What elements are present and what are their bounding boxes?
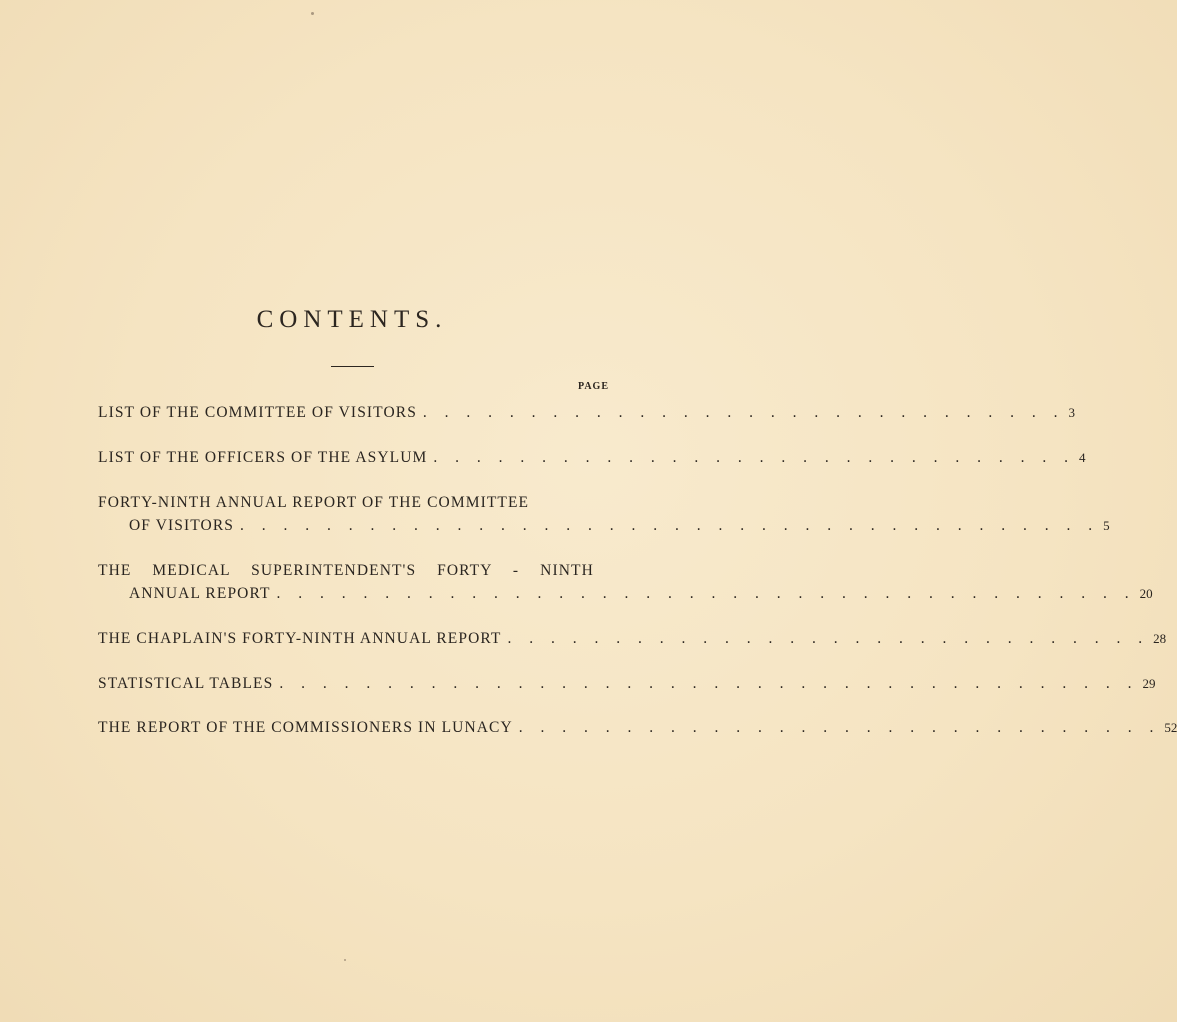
leader-dots: . . . . . . . . . . . . . . . . . . . . . . . . . . . . . . <box>422 404 1065 421</box>
toc-entry <box>98 446 1086 469</box>
page-column-label: PAGE <box>577 381 609 392</box>
toc-entry-title: THE MEDICAL SUPERINTENDENT'S FORTY - NINTH <box>98 562 594 579</box>
toc-entry <box>98 559 1153 605</box>
toc-entry-page: 4 <box>1079 450 1086 465</box>
toc-entry <box>98 672 1156 695</box>
leader-dots: . . . . . . . . . . . . . . . . . . . . . . . . . . . . . . <box>518 719 1161 736</box>
ink-speck-top <box>311 12 314 15</box>
leader-dots: . . . . . . . . . . . . . . . . . . . . . . . . . . . . . . <box>433 449 1075 466</box>
ink-speck-bottom <box>344 959 346 961</box>
toc-entry-title: LIST OF THE COMMITTEE OF VISITORS <box>98 404 417 421</box>
toc-entry-page: 20 <box>1139 586 1153 601</box>
toc-entry <box>98 716 1177 739</box>
toc-entry-title: STATISTICAL TABLES <box>98 675 274 692</box>
toc-entry-page: 5 <box>1103 518 1110 533</box>
toc-entry-page: 52 <box>1164 720 1177 735</box>
toc-entry <box>98 401 1076 424</box>
contents-heading: CONTENTS. <box>256 306 448 333</box>
toc-entry-title: THE CHAPLAIN'S FORTY-NINTH ANNUAL REPORT <box>98 630 502 647</box>
toc-entry <box>98 491 1110 537</box>
toc-entry-page: 3 <box>1068 405 1076 420</box>
toc-entry-title: FORTY-NINTH ANNUAL REPORT OF THE COMMITTEE <box>98 494 530 511</box>
toc-entry-page: 28 <box>1153 631 1167 646</box>
toc-entry <box>98 627 1167 650</box>
leader-dots: . . . . . . . . . . . . . . . . . . . . . . . . . . . . . . <box>507 630 1150 647</box>
toc-entry-title-continued: OF VISITORS <box>129 517 234 534</box>
leader-dots: . . . . . . . . . . . . . . . . . . . . . . . . . . . . . . . . . . . . . . . . <box>276 585 1136 602</box>
heading-rule <box>331 366 374 367</box>
leader-dots: . . . . . . . . . . . . . . . . . . . . . . . . . . . . . . . . . . . . . . . . <box>279 675 1139 692</box>
leader-dots: . . . . . . . . . . . . . . . . . . . . . . . . . . . . . . . . . . . . . . . . <box>240 517 1100 534</box>
toc-entry-title: THE REPORT OF THE COMMISSIONERS IN LUNACY <box>98 719 513 736</box>
toc-entry-title-continued: ANNUAL REPORT <box>129 585 271 602</box>
toc-entry-title: LIST OF THE OFFICERS OF THE ASYLUM <box>98 449 428 466</box>
toc-entry-page: 29 <box>1142 676 1156 691</box>
